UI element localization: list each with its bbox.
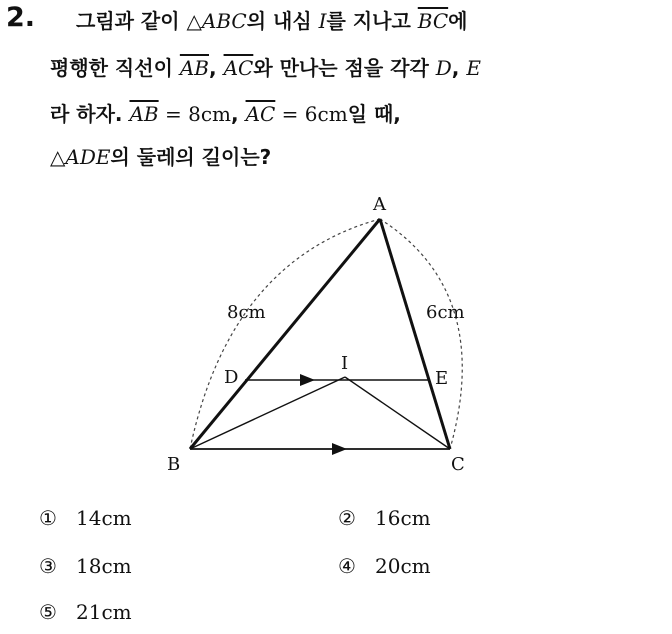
point-d-label: D — [435, 56, 452, 80]
segment-bc: $\overline{BC}$ — [417, 9, 449, 33]
choice-marker: ④ — [338, 554, 356, 578]
length-label-ab: 8cm — [227, 302, 266, 323]
segment-bi — [190, 377, 345, 449]
question-text: 의 둘레의 길이는? — [110, 145, 272, 169]
question-text: 그림과 같이 — [76, 9, 187, 33]
choice-marker: ② — [338, 506, 356, 530]
choice-1[interactable] — [36, 508, 132, 528]
choice-5[interactable] — [36, 602, 132, 622]
segment-ab: $\overline{AB}$ — [179, 56, 209, 80]
question-text: 에 — [448, 9, 468, 33]
triangle-name-ade: ADE — [65, 145, 111, 169]
ab-length-value: = 8 — [158, 102, 201, 126]
comma: , — [451, 56, 467, 80]
point-label-i: I — [341, 353, 349, 374]
question-text: 를 지나고 — [326, 9, 418, 33]
question-text: 와 만나는 점을 각각 — [253, 56, 436, 80]
choice-marker: ⑤ — [39, 600, 57, 624]
point-label-a: A — [373, 194, 386, 215]
point-label-c: C — [451, 454, 465, 475]
question-text: 평행한 직선이 — [50, 56, 180, 80]
problem-number: 2. — [6, 2, 36, 33]
triangle-symbol: △ — [186, 9, 202, 33]
unit-cm: cm — [200, 102, 231, 126]
choice-text: 21cm — [76, 600, 132, 624]
segment-ab-value: $\overline{AB}$ — [129, 102, 159, 126]
choice-text: 14cm — [76, 506, 132, 530]
choice-marker: ① — [39, 506, 57, 530]
choice-4[interactable] — [335, 556, 431, 576]
triangle-symbol: △ — [50, 145, 66, 169]
choice-3[interactable] — [36, 556, 132, 576]
choice-marker: ③ — [39, 554, 57, 578]
segment-ab — [190, 219, 380, 449]
point-label-e: E — [435, 368, 449, 389]
parallel-arrow-de — [300, 374, 315, 386]
length-label-ac: 6cm — [426, 302, 465, 323]
choice-text: 18cm — [76, 554, 132, 578]
choice-text: 16cm — [375, 506, 431, 530]
comma: , — [209, 56, 224, 80]
question-text: 의 내심 — [246, 9, 319, 33]
arc-dashed-right — [380, 219, 462, 449]
question-text: 라 하자. — [50, 102, 130, 126]
choice-text: 20cm — [375, 554, 431, 578]
question-text: 일 때, — [347, 102, 401, 126]
segment-ac: $\overline{AC}$ — [223, 56, 254, 80]
parallel-arrow-bc — [332, 443, 347, 455]
triangle-name-abc: ABC — [201, 9, 247, 33]
segment-ac — [380, 219, 450, 449]
choice-2[interactable] — [335, 508, 431, 528]
comma: , — [231, 102, 246, 126]
point-label-d: D — [224, 367, 239, 388]
point-e-label: E — [466, 56, 481, 80]
ac-length-value: = 6 — [275, 102, 318, 126]
incenter-label: I — [318, 9, 327, 33]
segment-ac-value: $\overline{AC}$ — [245, 102, 276, 126]
point-label-b: B — [167, 454, 181, 475]
unit-cm: cm — [317, 102, 348, 126]
